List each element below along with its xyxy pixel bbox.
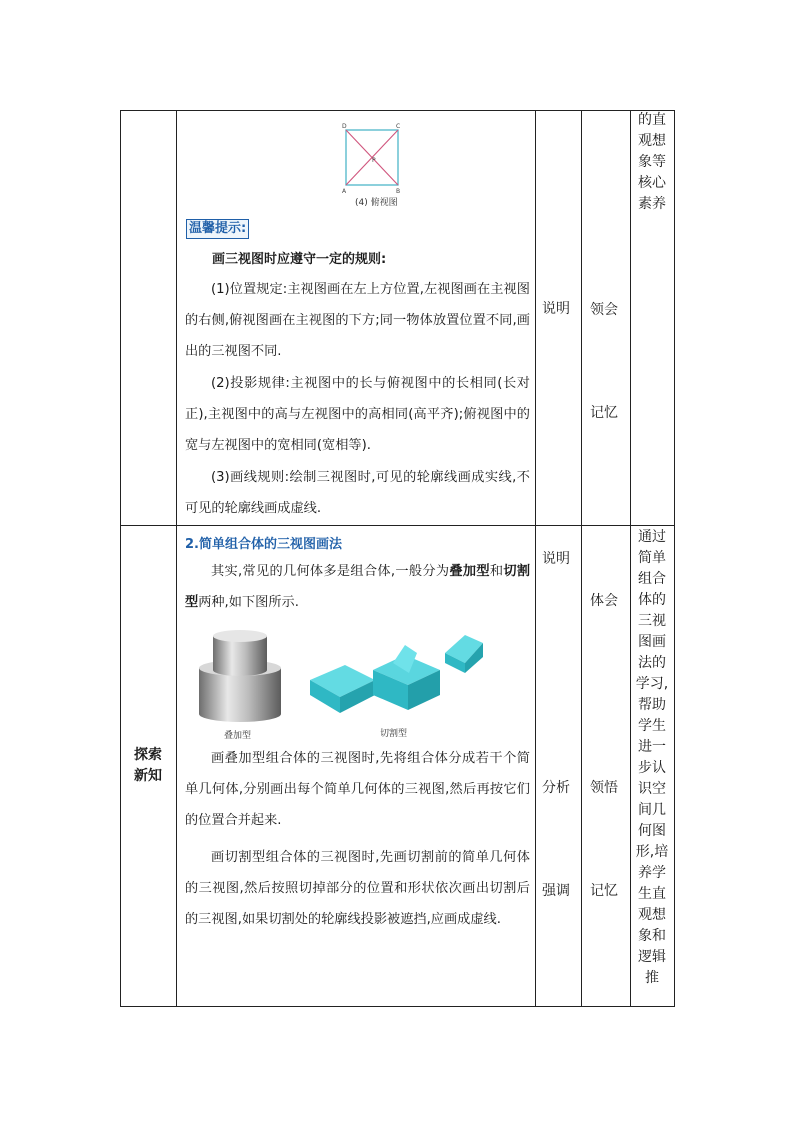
col-border-1 [176, 110, 177, 1007]
col-border-3 [581, 110, 582, 1007]
diagram-caption: (4) 俯视图 [355, 198, 398, 208]
stack-method-paragraph: 画叠加型组合体的三视图时,先将组合体分成若干个简单几何体,分别画出每个简单几何体的三视图,然后再按它们的位置合并起来. [185, 751, 530, 828]
label-c: C [396, 123, 401, 130]
stacked-solid-figure [195, 626, 285, 722]
col-border-4 [630, 110, 631, 1007]
teacher-activity-3: 分析 [542, 780, 570, 796]
caption-stacked: 叠加型 [224, 731, 252, 741]
rule-paragraph-3: (3)画线规则:绘制三视图时,可见的轮廓线画成实线,不可见的轮廓线画成虚线. [185, 470, 530, 516]
row-divider [120, 525, 674, 526]
teacher-activity-2: 说明 [542, 551, 570, 567]
label-a: A [342, 188, 347, 195]
cut-solid-figure [305, 625, 495, 720]
label-d: D [342, 123, 347, 130]
student-activity-3: 体会 [590, 593, 618, 609]
rule-heading: 画三视图时应遵守一定的规则: [212, 252, 387, 267]
intro-term-cut: 切割型 [185, 564, 531, 610]
teacher-activity-4: 强调 [542, 883, 570, 899]
intro-text-a: 其实,常见的几何体多是组合体,一般分为 [211, 564, 450, 579]
col-border-0 [120, 110, 121, 1007]
intro-text-c: 和 [489, 564, 504, 579]
table-bottom-border [120, 1006, 674, 1007]
rule-paragraph-1: (1)位置规定:主视图画在左上方位置,左视图画在主视图的右侧,俯视图画在主视图的下方;同一物体放置位置不同,画出的三视图不同. [185, 282, 530, 359]
col-border-5 [674, 110, 675, 1007]
caption-cut: 切割型 [380, 729, 408, 739]
design-intent-2: 通过简单组合体的三视图画法的学习,帮助学生进一步认识空间几何图形,培养学生直观想象和逻辑推 [635, 529, 669, 986]
section-heading: 2.简单组合体的三视图画法 [185, 537, 342, 552]
tip-label: 温馨提示: [186, 219, 249, 239]
student-activity-1: 领会 [590, 302, 618, 318]
table-top-border [120, 110, 674, 111]
cut-method-paragraph: 画切割型组合体的三视图时,先画切割前的简单几何体的三视图,然后按照切掉部分的位置和形状依次画出切割后的三视图,如果切割处的轮廓线投影被遮挡,应画成虚线. [185, 850, 530, 927]
label-p: P [372, 157, 376, 164]
rule-paragraph-2: (2)投影规律:主视图中的长与俯视图中的长相同(长对正),主视图中的高与左视图中的高相同(高平齐);俯视图中的宽与左视图中的宽相同(宽相等). [185, 376, 530, 453]
intro-term-stack: 叠加型 [449, 564, 490, 579]
col-border-2 [535, 110, 536, 1007]
student-activity-4: 领悟 [590, 780, 618, 796]
student-activity-5: 记忆 [590, 883, 618, 899]
intro-text-d: 两种,如下图所示. [198, 595, 299, 610]
student-activity-2: 记忆 [590, 405, 618, 421]
top-cylinder-top [213, 630, 267, 642]
base-cylinder [199, 668, 281, 722]
intro-paragraph [185, 556, 530, 618]
teacher-activity-1: 说明 [542, 301, 570, 317]
section-label: 探索新知 [134, 747, 162, 784]
label-b: B [396, 188, 401, 195]
design-intent-1: 的直观想象等核心素养 [638, 112, 666, 212]
